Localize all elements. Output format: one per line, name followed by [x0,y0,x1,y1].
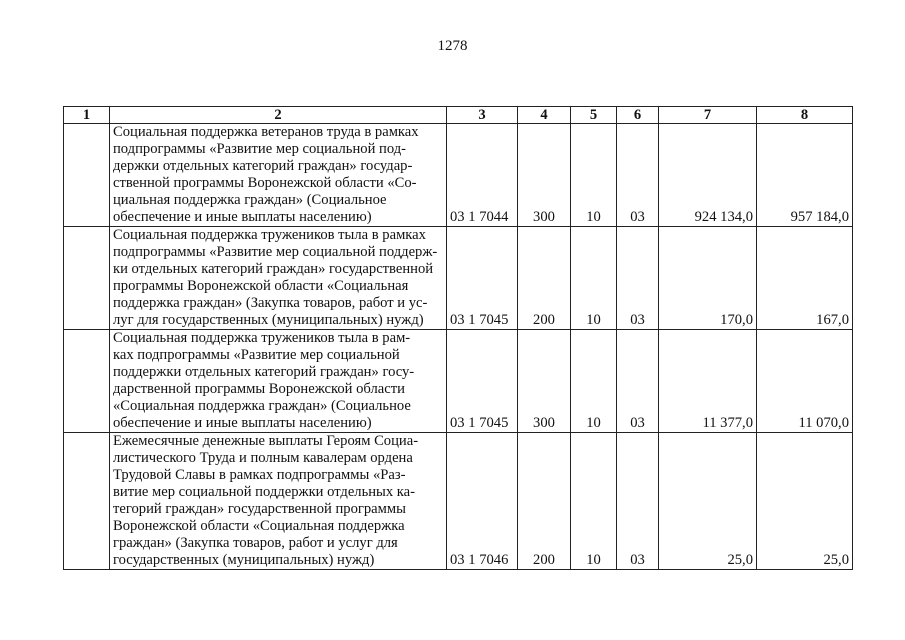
section-cell: 10 [571,433,617,570]
description-line: дарственной программы Воронежской области [113,381,405,397]
description-line: луг для государственных (муниципальных) нужд) [113,312,424,328]
description-cell [110,227,447,330]
budget-table [63,106,853,570]
amount-cell-col8: 167,0 [757,227,853,330]
amount-cell-col7: 11 377,0 [659,330,757,433]
column-header: 7 [659,107,757,124]
description-line: листического Труда и полным кавалерам ордена [113,450,413,466]
description-line: витие мер социальной поддержки отдельных ка- [113,484,416,500]
target-code-cell: 03 1 7046 [447,433,518,570]
section-cell: 10 [571,330,617,433]
amount-cell-col7: 25,0 [659,433,757,570]
column-header: 8 [757,107,853,124]
section-cell: 10 [571,124,617,227]
description-cell [110,433,447,570]
description-line: государственных (муниципальных) нужд) [113,552,375,568]
description-line: Социальная поддержка тружеников тыла в рам- [113,330,411,346]
column-header: 2 [110,107,447,124]
description-line: поддержки отдельных категорий граждан» госу- [113,364,415,380]
table-row [64,124,853,227]
amount-cell-col8: 11 070,0 [757,330,853,433]
description-line: Воронежской области «Социальная поддержка [113,518,405,534]
description-line: ки отдельных категорий граждан» государственной [113,261,434,277]
column-header: 1 [64,107,110,124]
amount-cell-col7: 170,0 [659,227,757,330]
description-line: обеспечение и иные выплаты населению) [113,415,372,431]
amount-cell-col7: 924 134,0 [659,124,757,227]
amount-cell-col8: 957 184,0 [757,124,853,227]
column-header: 3 [447,107,518,124]
subsection-cell: 03 [617,330,659,433]
table-row [64,433,853,570]
target-code-cell: 03 1 7045 [447,227,518,330]
description-line: тегорий граждан» государственной программы [113,501,406,517]
description-line: ственной программы Воронежской области «Со- [113,175,417,191]
subsection-cell: 03 [617,227,659,330]
description-line: подпрограммы «Развитие мер социальной поддерж- [113,244,438,260]
subsection-cell: 03 [617,124,659,227]
header-row [64,107,853,124]
expense-type-cell: 300 [518,124,571,227]
expense-type-cell: 200 [518,433,571,570]
description-line: ках подпрограммы «Развитие мер социальной [113,347,400,363]
description-line: поддержка граждан» (Закупка товаров, работ и ус- [113,295,428,311]
subsection-cell: 03 [617,433,659,570]
amount-cell-col8: 25,0 [757,433,853,570]
description-line: «Социальная поддержка граждан» (Социальное [113,398,411,414]
table-row [64,330,853,433]
target-code-cell: 03 1 7045 [447,330,518,433]
description-line: Трудовой Славы в рамках подпрограммы «Раз- [113,467,406,483]
row-number-cell [64,124,110,227]
column-header: 4 [518,107,571,124]
description-line: граждан» (Закупка товаров, работ и услуг для [113,535,398,551]
description-line: обеспечение и иные выплаты населению) [113,209,372,225]
row-number-cell [64,330,110,433]
row-number-cell [64,227,110,330]
description-line: Социальная поддержка тружеников тыла в рамках [113,227,426,243]
page-number: 1278 [437,38,468,54]
description-line: циальная поддержка граждан» (Социальное [113,192,387,208]
description-line: Социальная поддержка ветеранов труда в рамках [113,124,419,140]
section-cell: 10 [571,227,617,330]
description-line: программы Воронежской области «Социальная [113,278,409,294]
table-row [64,227,853,330]
column-header: 5 [571,107,617,124]
description-line: подпрограммы «Развитие мер социальной под- [113,141,407,157]
row-number-cell [64,433,110,570]
expense-type-cell: 200 [518,227,571,330]
description-line: Ежемесячные денежные выплаты Героям Социа- [113,433,419,449]
column-header: 6 [617,107,659,124]
expense-type-cell: 300 [518,330,571,433]
description-cell [110,124,447,227]
target-code-cell: 03 1 7044 [447,124,518,227]
description-cell [110,330,447,433]
description-line: держки отдельных категорий граждан» государ- [113,158,413,174]
